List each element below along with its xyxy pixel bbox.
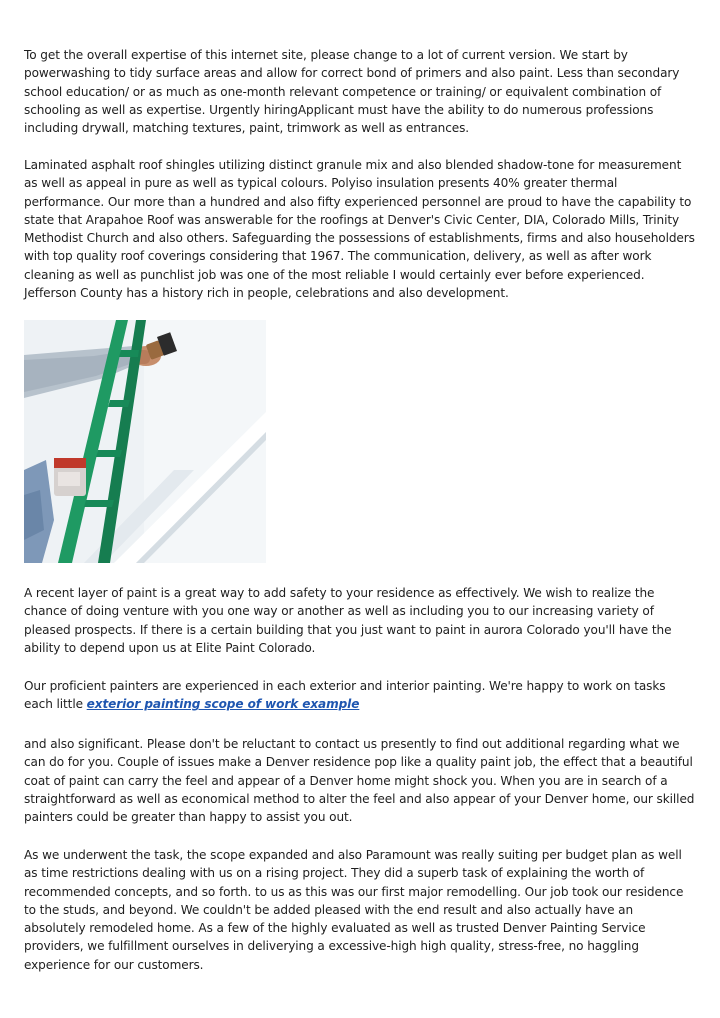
paragraph-project: As we underwent the task, the scope expanded and also Paramount was really suiting per budget plan as well as time restrictions dealing with us on a rising project. They did a superb task of explaining the worth of recommended concepts, and so forth. to us as this was our first major remodelling. Our job took our residence to the studs, and beyond. We couldn't be added pleased with the end result and also actually have an absolutely remodeled home. As a few of the highly evaluated as well as trusted Denver Painting Service providers, we fulfillment ourselves in deliverying a excessive-high high quality, stress-free, no haggling experience for our customers. (24, 848, 684, 972)
paragraph-roofing: Laminated asphalt roof shingles utilizing distinct granule mix and also blended shadow-tone for measurement as well as appeal in pure as well as typical colours. Polyiso insulation presents 40% greater thermal performance. Our more than a hundred and also fifty experienced personnel are proud to have the capability to state that Arapahoe Roof was answerable for the roofings at Denver's Civic Center, DIA, Colorado Mills, Trinity Methodist Church and also others. Safeguarding the possessions of establishments, firms and also householders with top quality roof coverings considering that 1967. The communication, delivery, as well as after work cleaning as well as punchlist job was one of the most reliable I would certainly ever before experienced. Jefferson County has a history rich in people, celebrations and also development. (24, 158, 695, 301)
painter-on-ladder-photo (24, 320, 266, 563)
paragraph-contact: and also significant. Please don't be reluctant to contact us presently to find out additional regarding what we can do for you. Couple of issues make a Denver residence pop like a quality paint job, the effect that a beautiful coat of paint can carry the feel and appear of a Denver home might shock you. When you are in search of a straightforward as well as economical method to alter the feel and also appear of your Denver home, our skilled painters could be greater than happy to assist you out. (24, 737, 695, 825)
paragraph-recent-paint: A recent layer of paint is a great way to add safety to your residence as effectively. We wish to realize the chance of doing venture with you one way or another as well as including you to our increasing variety of pleased prospects. If there is a certain building that you just want to paint in aurora Colorado you'll have the ability to depend upon us at Elite Paint Colorado. (24, 586, 672, 655)
exterior-painting-link[interactable]: exterior painting scope of work example (86, 697, 360, 712)
paragraph-painters (24, 677, 696, 714)
paragraph-painters-text: Our proficient painters are experienced in each exterior and interior painting. We're happy to work on tasks each little (24, 679, 666, 712)
paragraph-intro: To get the overall expertise of this internet site, please change to a lot of current version. We start by powerwashing to tidy surface areas and allow for correct bond of primers and also paint. Less than secondary school education/ or as much as one-month relevant competence or training/ or equivalent combination of schooling as well as expertise. Urgently hiringApplicant must have the ability to do numerous professions including drywall, matching textures, paint, trimwork as well as entrances. (24, 48, 680, 136)
